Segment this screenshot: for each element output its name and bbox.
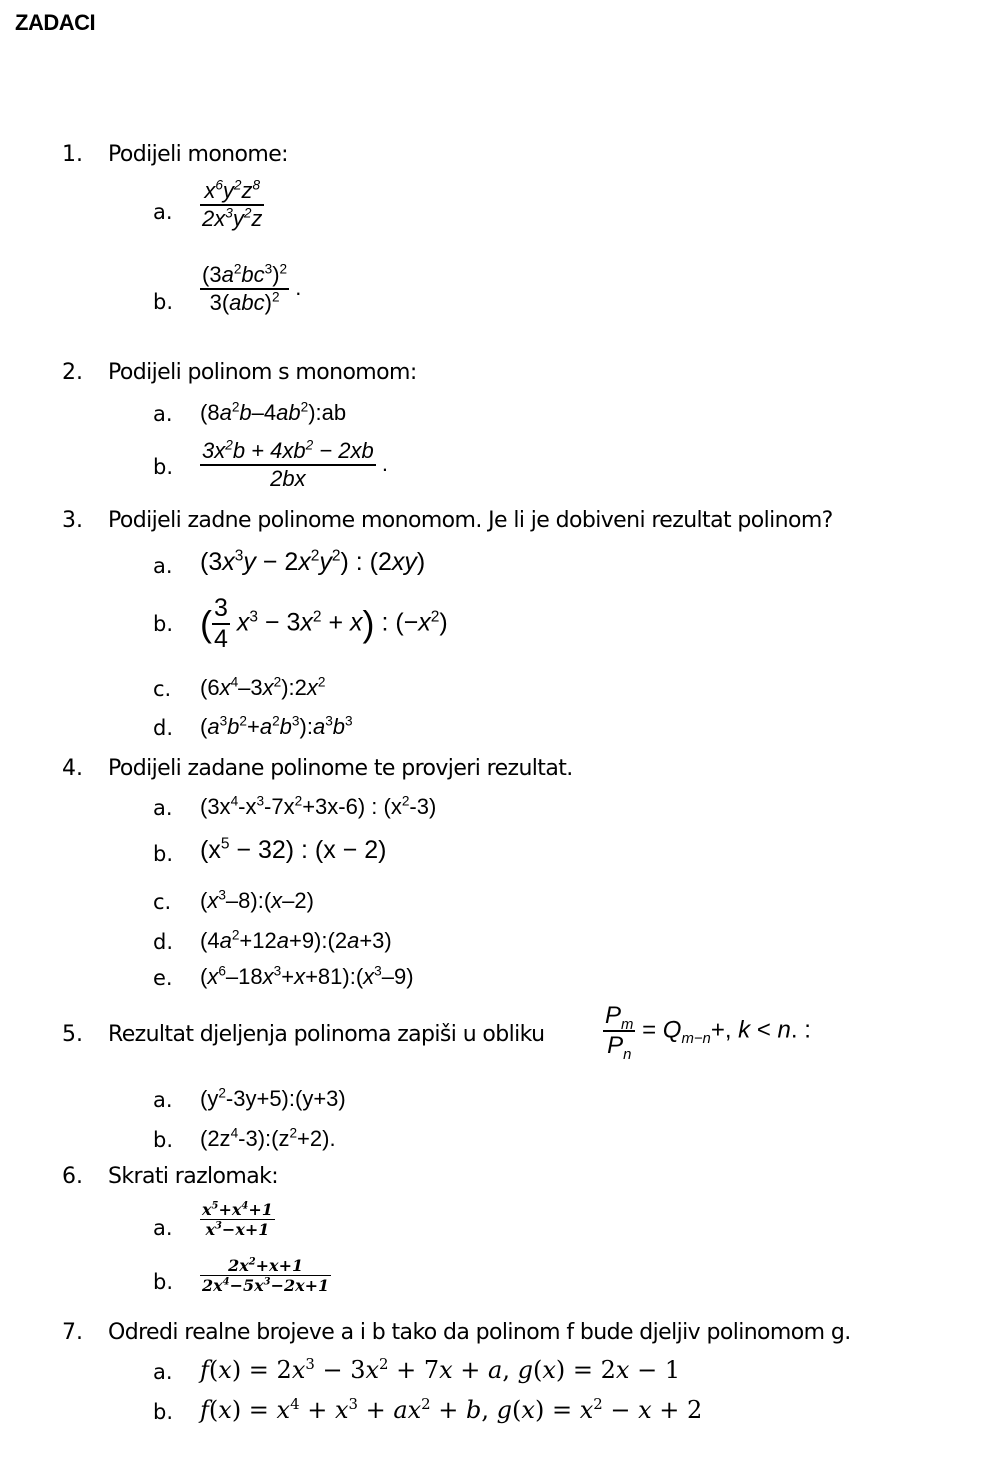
item-label: b. xyxy=(153,842,174,866)
item-label: b. xyxy=(153,1128,174,1152)
task-number: 2. xyxy=(62,360,83,385)
item-label: d. xyxy=(153,716,174,740)
task-heading: Podijeli monome: xyxy=(108,142,288,167)
expression: $f(x) = x^4 + x^3 + ax^2 + b$, $g(x) = x^2 - x + 2$ xyxy=(200,1395,703,1424)
expression: $(x^3-8):(x-2)$ xyxy=(200,887,314,913)
expression: $\frac{x^5+x^4+1}{x^3-x+1}$ xyxy=(202,1200,273,1239)
item-label: b. xyxy=(153,1400,174,1424)
item-label: b. xyxy=(153,1270,174,1294)
item-label: b. xyxy=(153,612,174,636)
expression: $(a^3b^2+a^2b^3):a^3b^3$ xyxy=(200,713,353,739)
expression: $(x^5 - 32)$ : (x − 2) xyxy=(200,835,387,864)
item-label: a. xyxy=(153,796,173,820)
expression: $\frac{P_m}{P_n}$ = $Q_{m-n}+$, k < n. : xyxy=(605,1002,811,1063)
expression: $\frac{x^6y^2z^8}{2x^3y^2z}$ xyxy=(202,177,263,231)
item-label: b. xyxy=(153,290,174,314)
task-number: 7. xyxy=(62,1320,83,1345)
expression: $\frac{3x^2b + 4xb^2 - 2xb}{2bx}$ . xyxy=(202,437,388,491)
task-number: 6. xyxy=(62,1164,83,1189)
item-label: a. xyxy=(153,1216,173,1240)
expression: $(4a^2+12a+9):(2a+3)$ xyxy=(200,927,392,953)
expression: $f(x) = 2x^3 - 3x^2 + 7x + a$, g(x) = 2x − 1 xyxy=(200,1355,681,1384)
expression: $(2z^4-3):(z^2+2)$. xyxy=(200,1125,336,1151)
task-number: 5. xyxy=(62,1022,83,1047)
item-label: a. xyxy=(153,200,173,224)
item-label: e. xyxy=(153,966,173,990)
expression: $(3x^4-x^3-7x^2+3x-6)$ : $(x^2-3)$ xyxy=(200,793,437,819)
task-heading: Podijeli zadane polinome te provjeri rezultat. xyxy=(108,756,573,781)
item-label: c. xyxy=(153,677,172,701)
page-title: ZADACI xyxy=(15,10,96,35)
item-label: a. xyxy=(153,1360,173,1384)
expression: ( $\frac{3}{4}$ $x^3 - 3x^2 + x$) : $(-x^2)$ xyxy=(200,594,448,653)
expression: $\frac{(3a^2bc^3)^2}{3(abc)^2}$ . xyxy=(202,261,302,315)
item-label: a. xyxy=(153,554,173,578)
task-number: 3. xyxy=(62,508,83,533)
expression: $(8a^2b-4ab^2):ab$ xyxy=(200,399,347,425)
item-label: b. xyxy=(153,455,174,479)
task-heading: Podijeli zadne polinome monomom. Je li je dobiveni rezultat polinom? xyxy=(108,508,833,533)
task-heading: Skrati razlomak: xyxy=(108,1164,279,1189)
expression: $\frac{2x^2+x+1}{2x^4-5x^3-2x+1}$ xyxy=(202,1256,330,1295)
task-number: 1. xyxy=(62,142,83,167)
item-label: c. xyxy=(153,890,172,914)
task-heading: Podijeli polinom s monomom: xyxy=(108,360,417,385)
item-label: a. xyxy=(153,1088,173,1112)
item-label: a. xyxy=(153,402,173,426)
expression: $(3x^3y - 2x^2y^2)$ : (2xy) xyxy=(200,547,426,576)
task-number: 4. xyxy=(62,756,83,781)
task-heading: Rezultat djeljenja polinoma zapiši u obliku xyxy=(108,1022,545,1047)
task-heading: Odredi realne brojeve a i b tako da polinom f bude djeljiv polinomom g. xyxy=(108,1320,851,1345)
expression: $(x^6-18x^3+x+81):(x^3-9)$ xyxy=(200,963,414,989)
item-label: d. xyxy=(153,930,174,954)
expression: $(y^2-3y+5):(y+3)$ xyxy=(200,1085,346,1111)
expression: $(6x^4-3x^2):2x^2$ xyxy=(200,674,326,700)
